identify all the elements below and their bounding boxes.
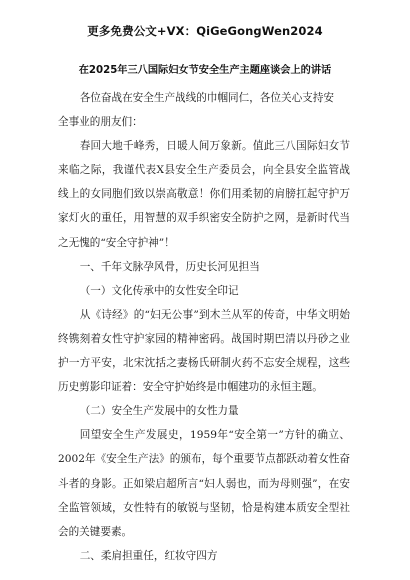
document-body <box>58 86 350 568</box>
promo-header: 更多免费公文+VX：QiGeGongWen2024 <box>87 24 323 38</box>
opening-paragraph: 春回大地千峰秀，日暖人间万象新。值此三八国际妇女节来临之际，我谨代表X县安全生产委员会，向全县安全监管战线上的女同胞们致以崇高敬意！你们用柔韧的肩膀扛起守护万家灯火的重任，用智慧的双手织密安全防护之网，是新时代当之无愧的“安全守护神”！ <box>58 140 350 249</box>
subsection-heading-2: （二）安全生产发展中的女性力量 <box>79 405 239 418</box>
document-title: 在2025年三八国际妇女节安全生产主题座谈会上的讲话 <box>78 65 332 76</box>
section-heading-1: 一、千年文脉孕风骨，历史长河见担当 <box>79 260 260 273</box>
development-paragraph: 回望安全生产发展史，1959年“安全第一”方针的确立、2002年《安全生产法》的颁布，每个重要节点都跃动着女性奋斗者的身影。正如梁启超所言“妇人弱也，而为母则强”，在安全监管领域，女性特有的敏锐与坚韧，恰是构建本质安全型社会的关键要素。 <box>58 429 350 538</box>
subsection-heading-1: （一）文化传承中的女性安全印记 <box>79 284 239 297</box>
section-heading-2: 二、柔肩担重任，红妆守四方 <box>79 549 218 562</box>
history-paragraph: 从《诗经》的“妇无公事”到木兰从军的传奇，中华文明始终镌刻着女性守护家园的精神密码。战国时期巴清以丹砂之业护一方平安，北宋沈括之妻杨氏研制火药不忘安全规程，这些历史剪影印证着：安全守护始终是巾帼建功的永恒主题。 <box>58 308 350 394</box>
greeting-line-continued: 全事业的朋友们： <box>58 116 143 129</box>
greeting-line: 各位奋战在安全生产战线的巾帼同仁，各位关心支持安 <box>79 92 334 104</box>
